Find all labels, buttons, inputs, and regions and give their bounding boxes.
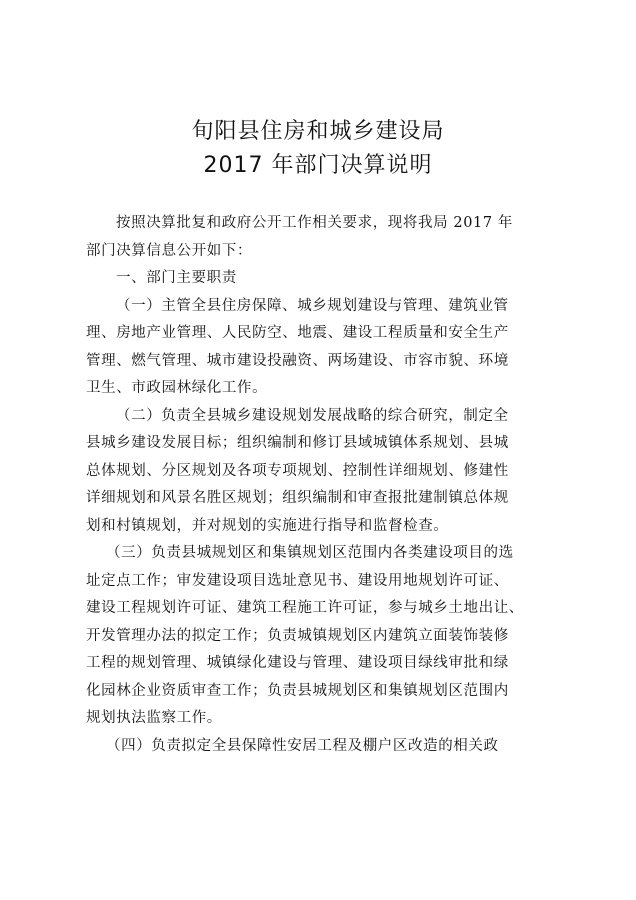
document-body xyxy=(86,210,558,760)
paragraph-line: 管理、燃气管理、城市建设投融资、两场建设、市容市貌、环境 xyxy=(86,352,509,369)
paragraph-line: 划和村镇规划，并对规划的实施进行指导和监督检查。 xyxy=(86,517,449,534)
paragraph-line: 建设工程规划许可证、建筑工程施工许可证，参与城乡土地出让、 xyxy=(86,600,524,616)
paragraph-line: 规划执法监察工作。 xyxy=(86,710,222,726)
paragraph-line: 化园林企业资质审查工作；负责县城规划区和集镇规划区范围内 xyxy=(86,682,509,699)
paragraph-line: 按照决算批复和政府公开工作相关要求，现将我局 2017 年 xyxy=(116,215,514,231)
paragraph-line: （二）负责全县城乡建设规划发展战略的综合研究，制定全 xyxy=(116,407,509,424)
paragraph-line: 工程的规划管理、城镇绿化建设与管理、建设项目绿线审批和绿 xyxy=(86,655,509,671)
document-title: 旬阳县住房和城乡建设局 xyxy=(191,119,445,144)
paragraph-line: 部门决算信息公开如下： xyxy=(86,242,253,259)
paragraph-line: 详细规划和风景名胜区规划；组织编制和审查报批建制镇总体规 xyxy=(86,490,509,506)
paragraph-line: （四）负责拟定全县保障性安居工程及棚户区改造的相关政 xyxy=(106,737,499,754)
paragraph-line: 县城乡建设发展目标；组织编制和修订县域城镇体系规划、县城 xyxy=(86,435,509,451)
paragraph-line: 理、房地产业管理、人民防空、地震、建设工程质量和安全生产 xyxy=(86,325,509,341)
paragraph-line: 开发管理办法的拟定工作；负责城镇规划区内建筑立面装饰装修 xyxy=(86,627,509,644)
document-subtitle: 2017 年部门决算说明 xyxy=(203,153,433,178)
paragraph-line: 总体规划、分区规划及各项专项规划、控制性详细规划、修建性 xyxy=(86,462,509,479)
paragraph-line: （三）负责县城规划区和集镇规划区范围内各类建设项目的选 xyxy=(106,545,514,561)
paragraph-line: 卫生、市政园林绿化工作。 xyxy=(86,380,268,396)
section-heading: 一、部门主要职责 xyxy=(116,270,237,286)
paragraph-line: （一）主管全县住房保障、城乡规划建设与管理、建筑业管 xyxy=(116,297,509,314)
paragraph-line: 址定点工作；审发建设项目选址意见书、建设用地规划许可证、 xyxy=(86,572,509,589)
